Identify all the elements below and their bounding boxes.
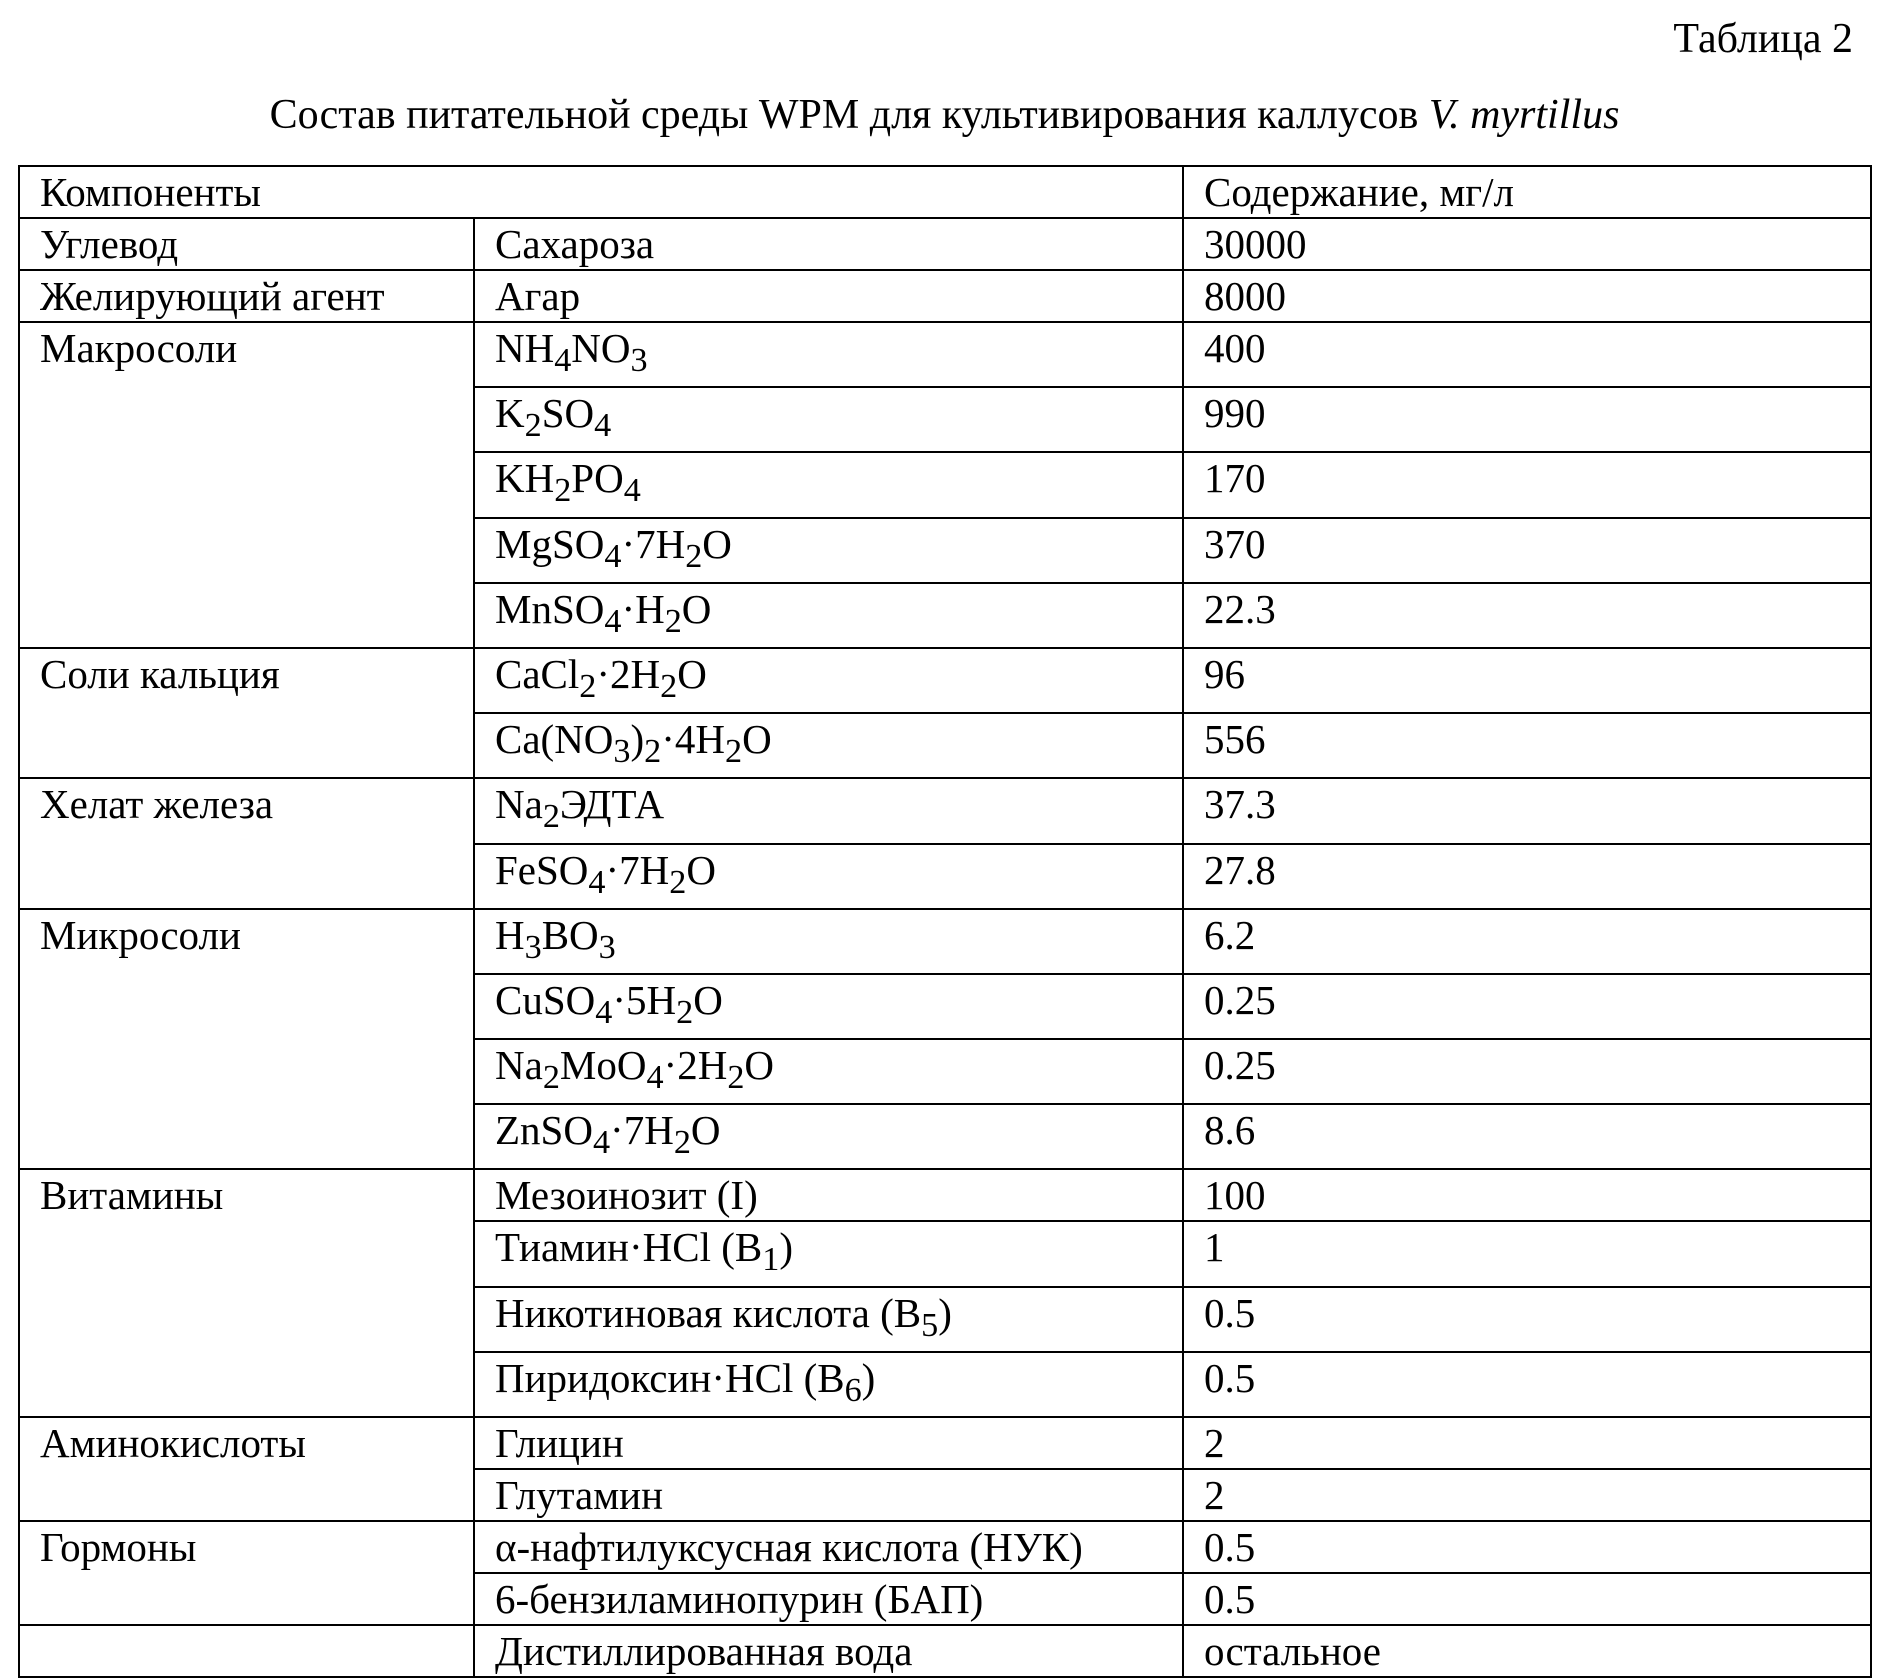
value-cell: 0.5	[1183, 1352, 1871, 1417]
table-row	[19, 778, 1871, 843]
header-content: Содержание, мг/л	[1183, 166, 1871, 218]
component-cell: $MnSO_4\cdot H_2O$	[474, 583, 1183, 648]
value-cell: остальное	[1183, 1625, 1871, 1677]
value-cell: 27.8	[1183, 844, 1871, 909]
table-row	[19, 1169, 1871, 1221]
group-name-cell: Хелат железа	[19, 778, 474, 908]
table-row	[19, 1417, 1871, 1469]
table-row	[19, 648, 1871, 713]
value-cell: 2	[1183, 1417, 1871, 1469]
value-cell: 1	[1183, 1221, 1871, 1286]
composition-table	[18, 165, 1872, 1678]
value-cell: 0.5	[1183, 1287, 1871, 1352]
component-cell: $Na_2ЭДТА$	[474, 778, 1183, 843]
table-row	[19, 1521, 1871, 1573]
value-cell: 96	[1183, 648, 1871, 713]
value-cell: 556	[1183, 713, 1871, 778]
value-cell: 8000	[1183, 270, 1871, 322]
component-cell: $H_3BO_3$	[474, 909, 1183, 974]
table-row	[19, 909, 1871, 974]
group-name-cell: Соли кальция	[19, 648, 474, 778]
value-cell: 370	[1183, 518, 1871, 583]
value-cell: 400	[1183, 322, 1871, 387]
group-name-cell: Аминокислоты	[19, 1417, 474, 1521]
component-cell: $NH_4NO_3$	[474, 322, 1183, 387]
group-name-cell: Макросоли	[19, 322, 474, 648]
table-row	[19, 322, 1871, 387]
component-cell: $Na_2MoO_4\cdot 2H_2O$	[474, 1039, 1183, 1104]
component-cell: $K_2SO_4$	[474, 387, 1183, 452]
value-cell: 37.3	[1183, 778, 1871, 843]
component-cell: $MgSO_4\cdot 7H_2O$	[474, 518, 1183, 583]
component-cell: $ZnSO_4\cdot 7H_2O$	[474, 1104, 1183, 1169]
value-cell: 6.2	[1183, 909, 1871, 974]
group-name-cell: Микросоли	[19, 909, 474, 1170]
value-cell: 2	[1183, 1469, 1871, 1521]
group-name-cell: Гормоны	[19, 1521, 474, 1625]
value-cell: 990	[1183, 387, 1871, 452]
component-cell: Дистиллированная вода	[474, 1625, 1183, 1677]
component-cell: Сахароза	[474, 218, 1183, 270]
component-cell: $FeSO_4\cdot 7H_2O$	[474, 844, 1183, 909]
component-cell: Мезоинозит (I)	[474, 1169, 1183, 1221]
table-row	[19, 218, 1871, 270]
group-name-cell: Желирующий агент	[19, 270, 474, 322]
component-cell: Глицин	[474, 1417, 1183, 1469]
component-cell: Тиамин·HCl $(B_1)$	[474, 1221, 1183, 1286]
component-cell: $CaCl_2\cdot 2H_2O$	[474, 648, 1183, 713]
component-cell: $Ca(NO_3)_2\cdot 4H_2O$	[474, 713, 1183, 778]
table-number-label: Таблица 2	[1673, 16, 1853, 62]
group-name-cell	[19, 1625, 474, 1677]
value-cell: 0.25	[1183, 974, 1871, 1039]
table-row	[19, 270, 1871, 322]
value-cell: 170	[1183, 452, 1871, 517]
value-cell: 0.5	[1183, 1521, 1871, 1573]
table-body	[19, 166, 1871, 1677]
component-cell: $CuSO_4\cdot 5H_2O$	[474, 974, 1183, 1039]
component-cell: Глутамин	[474, 1469, 1183, 1521]
value-cell: 0.5	[1183, 1573, 1871, 1625]
group-name-cell: Углевод	[19, 218, 474, 270]
header-row	[19, 166, 1871, 218]
group-name-cell: Витамины	[19, 1169, 474, 1417]
component-cell: α-нафтилуксусная кислота (НУК)	[474, 1521, 1183, 1573]
value-cell: 30000	[1183, 218, 1871, 270]
component-cell: 6-бензиламинопурин (БАП)	[474, 1573, 1183, 1625]
component-cell: Никотиновая кислота $(B_5)$	[474, 1287, 1183, 1352]
value-cell: 0.25	[1183, 1039, 1871, 1104]
component-cell: Агар	[474, 270, 1183, 322]
table-caption	[0, 90, 1889, 140]
header-components: Компоненты	[19, 166, 1183, 218]
caption-text: Состав питательной среды WPM для культивирования каллусов	[269, 92, 1429, 138]
value-cell: 100	[1183, 1169, 1871, 1221]
table-row	[19, 1625, 1871, 1677]
component-cell: $KH_2PO_4$	[474, 452, 1183, 517]
component-cell: Пиридоксин·HCl $(B_6)$	[474, 1352, 1183, 1417]
value-cell: 8.6	[1183, 1104, 1871, 1169]
caption-species: V. myrtillus	[1428, 92, 1620, 138]
value-cell: 22.3	[1183, 583, 1871, 648]
